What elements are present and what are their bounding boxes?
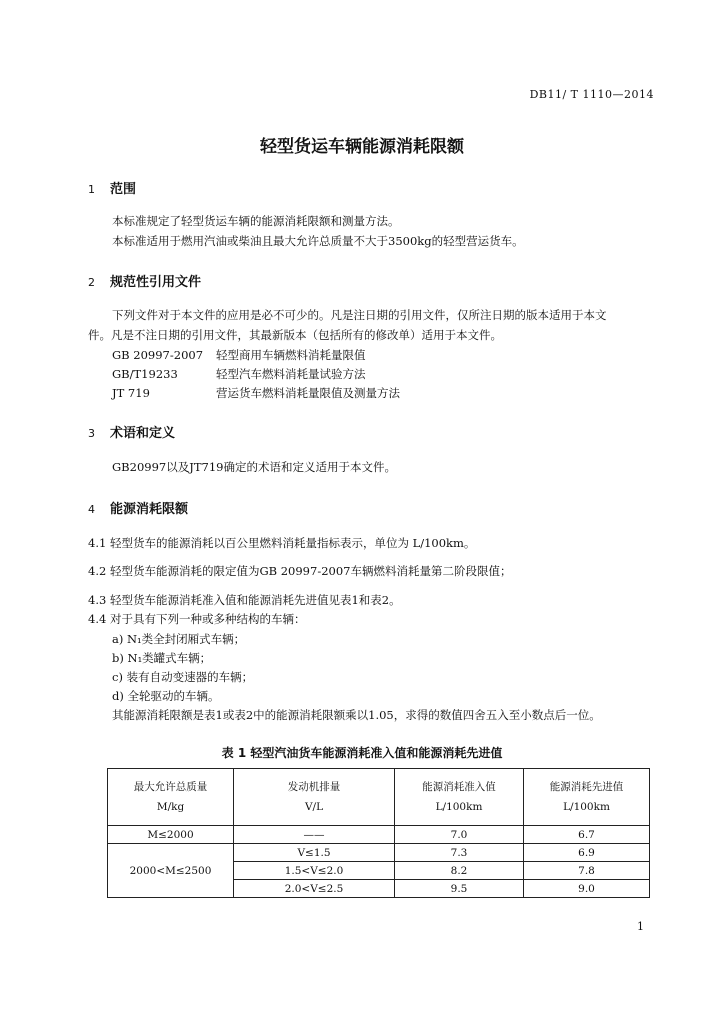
header-unit: V/L [304,801,324,813]
clause-4-3: 4.3 轻型货车能源消耗准入值和能源消耗先进值见表1和表2。 [88,593,401,607]
reference-code: GB 20997-2007 [112,348,204,362]
header-line: 发动机排量 [287,781,341,793]
section-1-heading [88,178,136,197]
table-row [108,826,650,844]
header-line: 能源消耗先进值 [549,781,624,793]
header-cell [108,769,234,826]
page-number: 1 [637,920,644,933]
entry-value-cell: 7.3 [395,844,524,862]
advanced-value-cell: 6.7 [524,826,650,844]
table-row [108,844,650,862]
header-cell [234,769,395,826]
displacement-cell: 1.5<V≤2.0 [234,862,395,880]
advanced-value-cell: 9.0 [524,880,650,898]
clause-4-4: 4.4 对于具有下列一种或多种结构的车辆： [88,612,306,626]
reference-code: GB/T19233 [112,367,178,381]
advanced-value-cell: 7.8 [524,862,650,880]
paragraph: 本标准适用于燃用汽油或柴油且最大允许总质量不大于3500kg的轻型营运货车。 [112,234,524,248]
reference-item [112,366,366,382]
closing-paragraph: 其能源消耗限额是表1或表2中的能源消耗限额乘以1.05，求得的数值四舍五入至小数点后一位。 [112,708,601,722]
section-number: 4 [88,503,95,516]
table-caption: 表 1 轻型汽油货车能源消耗准入值和能源消耗先进值 [221,746,503,760]
reference-name: 营运货车燃料消耗量限值及测量方法 [216,386,400,400]
header-line: 能源消耗准入值 [422,781,496,793]
section-title: 规范性引用文件 [110,275,202,290]
displacement-cell: —— [234,826,395,844]
reference-item [112,385,400,401]
table-header-row [108,769,650,826]
paragraph: 本标准规定了轻型货运车辆的能源消耗限额和测量方法。 [112,214,400,228]
paragraph: GB20997以及JT719确定的术语和定义适用于本文件。 [112,460,396,474]
clause-4-2: 4.2 轻型货车能源消耗的限定值为GB 20997-2007车辆燃料消耗量第二阶段限值； [88,564,512,578]
header-unit: L/100km [563,801,610,813]
list-item: d) 全轮驱动的车辆。 [112,689,220,703]
entry-value-cell: 7.0 [395,826,524,844]
list-item: c) 装有自动变速器的车辆； [112,670,254,684]
section-3-heading [88,422,175,441]
document-number: DB11/ T 1110—2014 [529,88,654,101]
reference-name: 轻型汽车燃料消耗量试验方法 [216,367,366,381]
header-line: 最大允许总质量 [133,781,208,793]
reference-item [112,347,366,363]
clause-4-1: 4.1 轻型货车的能源消耗以百公里燃料消耗量指标表示，单位为 L/100km。 [88,536,476,550]
reference-code: JT 719 [112,386,150,400]
advanced-value-cell: 6.9 [524,844,650,862]
document-title: 轻型货运车辆能源消耗限额 [260,137,464,157]
section-title: 术语和定义 [110,426,176,441]
reference-name: 轻型商用车辆燃料消耗量限值 [216,348,366,362]
section-number: 2 [88,276,95,289]
entry-value-cell: 8.2 [395,862,524,880]
entry-value-cell: 9.5 [395,880,524,898]
section-title: 范围 [110,182,137,197]
header-cell [395,769,524,826]
section-number: 1 [88,183,95,196]
section-2-heading [88,271,201,290]
list-item: a) N₁类全封闭厢式车辆； [112,632,246,646]
paragraph: 下列文件对于本文件的应用是必不可少的。凡是注日期的引用文件，仅所注日期的版本适用于本文 [112,308,607,322]
section-number: 3 [88,427,95,440]
displacement-cell: 2.0<V≤2.5 [234,880,395,898]
header-unit: M/kg [156,801,185,813]
header-cell [524,769,650,826]
section-4-heading [88,498,188,517]
energy-consumption-table [107,768,650,898]
mass-cell: 2000<M≤2500 [108,844,234,898]
header-unit: L/100km [435,801,483,813]
paragraph: 件。凡是不注日期的引用文件，其最新版本（包括所有的修改单）适用于本文件。 [88,328,502,342]
list-item: b) N₁类罐式车辆； [112,651,212,665]
section-title: 能源消耗限额 [110,502,189,517]
displacement-cell: V≤1.5 [234,844,395,862]
mass-cell: M≤2000 [108,826,234,844]
